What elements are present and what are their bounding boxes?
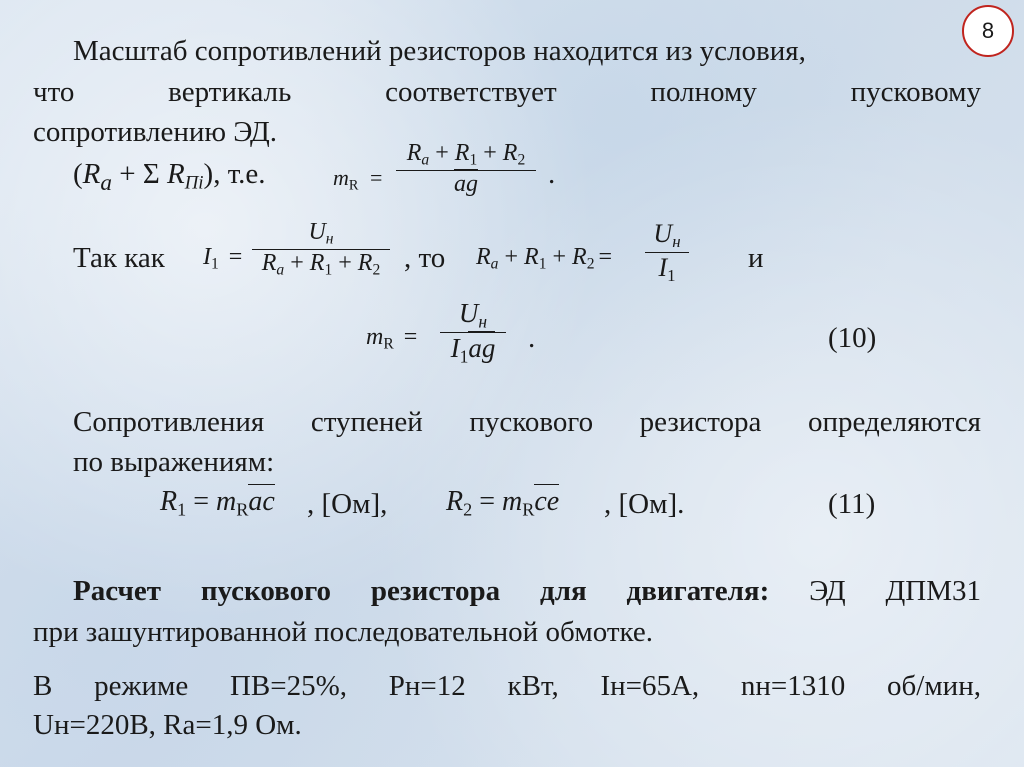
then-label: , то — [404, 242, 446, 274]
para4-word: nн=1310 — [740, 670, 846, 702]
formula-10-fraction: Uн $I_1ag$ — [440, 298, 506, 368]
fraction-denominator: ag — [454, 170, 478, 197]
slide-number-badge — [962, 5, 1014, 57]
para1-word: полному — [650, 76, 757, 108]
para1-line2 — [33, 74, 981, 110]
resistance-sum-expression: ($R_a + \Sigma$ RПi), т.е. — [73, 158, 266, 196]
para4-word: Iн=65А, — [600, 670, 700, 702]
fraction-numerator: $Ra + R_1 + R_2$ — [406, 140, 526, 169]
equation-number-10: (10) — [828, 322, 877, 354]
formula-10-period: . — [528, 322, 536, 354]
para3-line1 — [73, 573, 981, 609]
para1-line3: сопротивлению ЭД. — [33, 116, 278, 148]
para4-word: В — [33, 670, 53, 702]
formula-10-lhs: $m_R$ = — [366, 324, 418, 353]
para3-line2: при зашунтированной последовательной обмотке. — [33, 616, 654, 648]
slide-number: 8 — [981, 18, 995, 43]
para2-line1: Сопротивления ступеней пускового резистора определяются — [73, 406, 981, 438]
since-label: Так как — [73, 242, 165, 274]
formula-mR-lhs: $m_R$ = — [333, 165, 383, 194]
para1-word: вертикаль — [168, 76, 292, 108]
formula-mR-period: . — [548, 158, 556, 190]
formula-sum-lhs: $Ra + R_1 + R_2$ = — [476, 244, 613, 273]
formula-I1-fraction: Uн $Ra + R_1 + R_2$ — [252, 219, 390, 279]
para1-line1: Масштаб сопротивлений резисторов находится из условия, — [73, 35, 806, 67]
para4-word: Pн=12 — [388, 670, 466, 702]
para4-word: режиме — [94, 670, 189, 702]
para4-word: об/мин, — [887, 670, 981, 702]
formula-mR-fraction — [396, 140, 536, 198]
formula-R2-unit: , [Ом]. — [604, 488, 685, 520]
formula-R1: $R_1 = m_Rac$ — [160, 486, 275, 520]
and-label: и — [748, 242, 764, 274]
para1-word: что — [33, 76, 75, 108]
equation-number-11: (11) — [828, 488, 876, 520]
para1-word: пусковому — [850, 76, 981, 108]
para1-word: соответствует — [385, 76, 557, 108]
para4-word: кВт, — [507, 670, 559, 702]
formula-sum-fraction: Uн $I_1$ — [645, 219, 689, 286]
formula-R1-unit: , [Ом], — [307, 488, 388, 520]
para2-line2: по выражениям: — [73, 446, 275, 478]
para3-bold-heading: Расчет пускового резистора для двигателя: — [73, 575, 770, 607]
formula-R2: $R_2 = m_Rce$ — [446, 486, 560, 520]
para4-line1 — [33, 668, 981, 704]
para4-word: ПВ=25%, — [229, 670, 348, 702]
formula-I1-lhs: $I_1$ = — [203, 244, 243, 273]
para3-motor-name: ЭД ДПМ31 — [769, 575, 981, 607]
para4-line2: Uн=220В, Rа=1,9 Ом. — [33, 709, 302, 741]
